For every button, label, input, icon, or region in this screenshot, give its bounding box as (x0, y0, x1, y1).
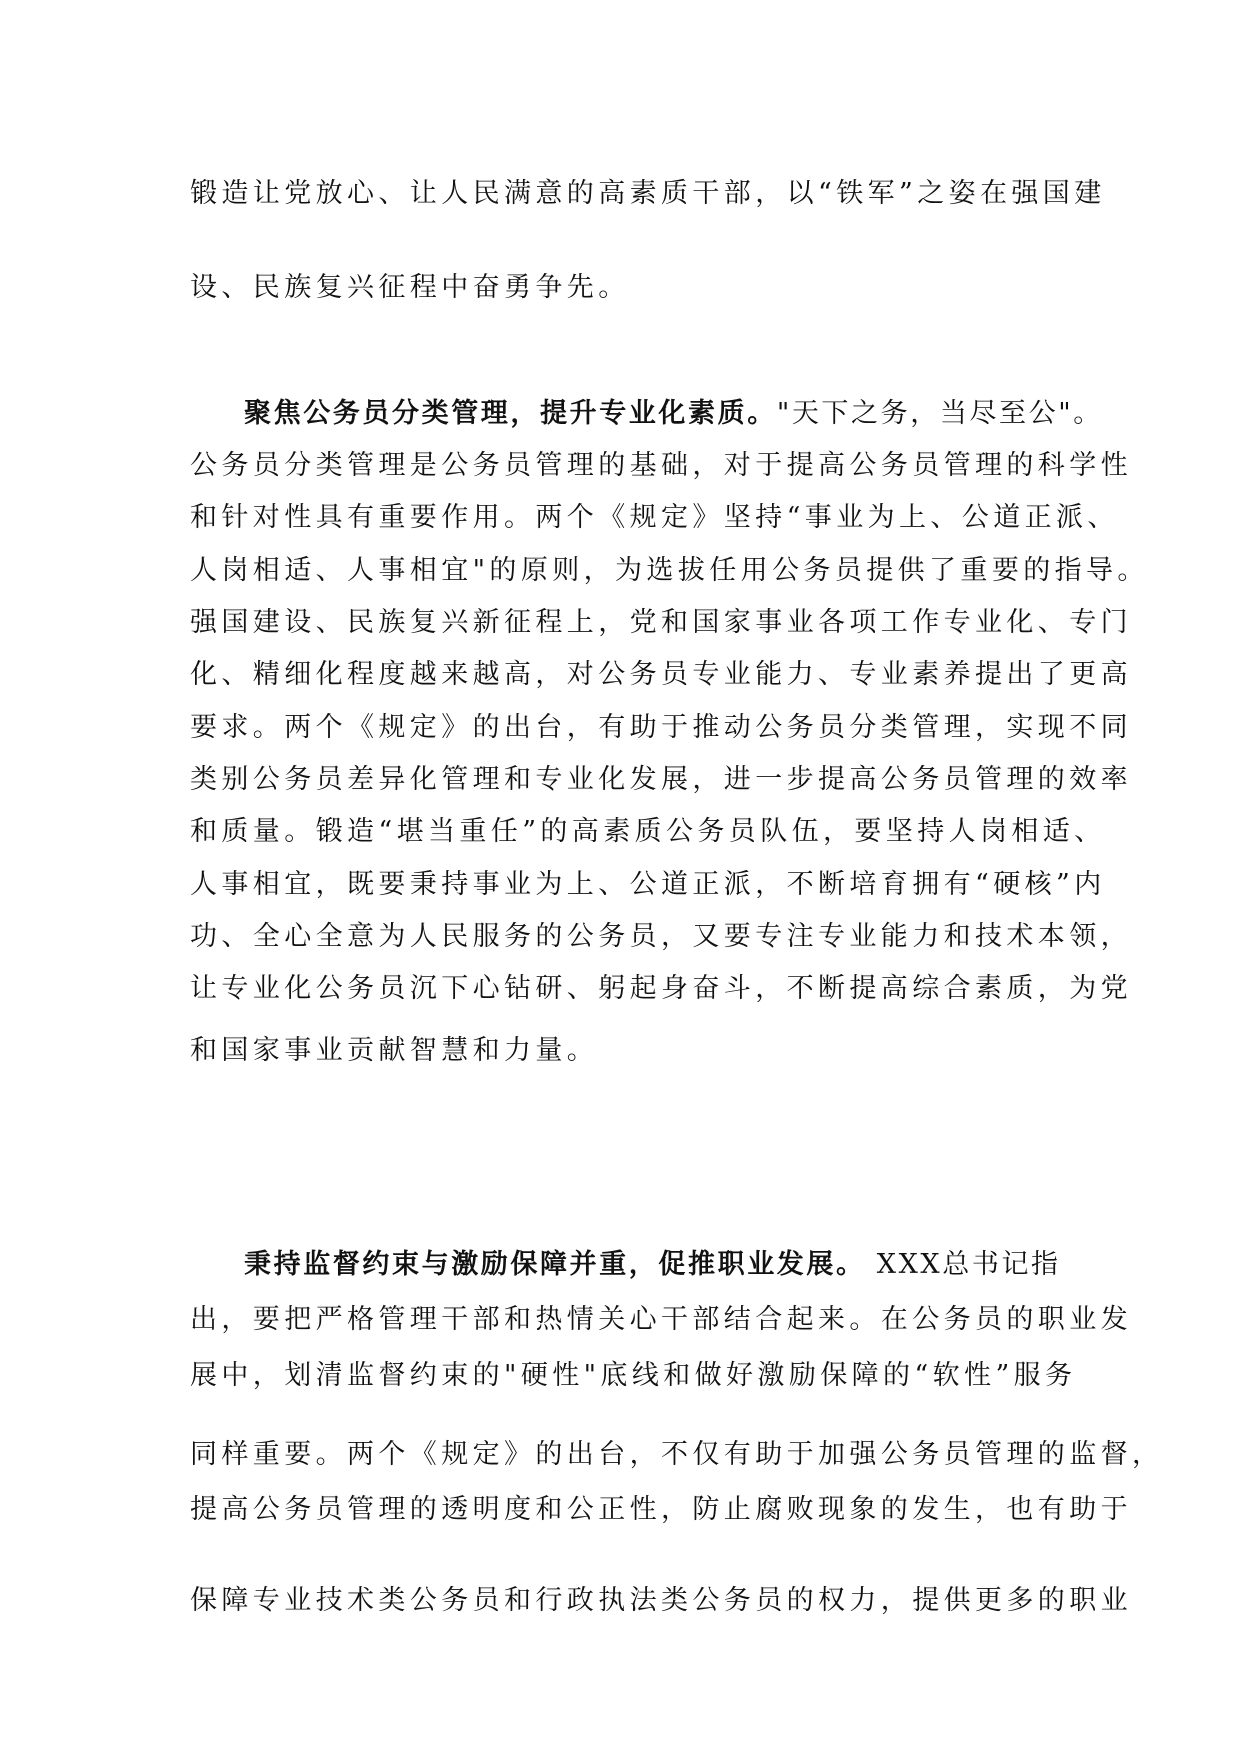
section1-line-12: 和国家事业贡献智慧和力量。 (190, 1035, 599, 1066)
section1-line-1: 公务员分类管理是公务员管理的基础，对于提高公务员管理的科学性 (190, 450, 1132, 481)
section1-line-8: 和质量。锻造“堪当重任”的高素质公务员队伍，要坚持人岗相适、 (190, 816, 1106, 847)
section1-line-2: 和针对性具有重要作用。两个《规定》坚持“事业为上、公道正派、 (190, 502, 1119, 533)
section1-heading: 聚焦公务员分类管理，提升专业化素质。 (244, 398, 777, 429)
section1-line-9: 人事相宜，既要秉持事业为上、公道正派，不断培育拥有“硬核”内 (190, 869, 1106, 900)
section2-line-2: 展中，划清监督约束的"硬性"底线和做好激励保障的“软性”服务 (190, 1360, 1077, 1391)
section1-line-3: 人岗相适、人事相宜"的原则，为选拔任用公务员提供了重要的指导。 (190, 555, 1149, 586)
section1-first-line-rest: "天下之务，当尽至公"。 (776, 398, 1103, 429)
intro-line-1: 锻造让党放心、让人民满意的高素质干部，以“铁军”之姿在强国建 (190, 178, 1106, 209)
section1-line-6: 要求。两个《规定》的出台，有助于推动公务员分类管理，实现不同 (190, 712, 1132, 743)
section2-first-line-rest: XXX总书记指 (865, 1249, 1061, 1280)
section1-line-7: 类别公务员差异化管理和专业化发展，进一步提高公务员管理的效率 (190, 764, 1132, 795)
intro-line-2: 设、民族复兴征程中奋勇争先。 (190, 272, 630, 303)
section1-line-11: 让专业化公务员沉下心钻研、躬起身奋斗，不断提高综合素质，为党 (190, 973, 1132, 1004)
section1-line-10: 功、全心全意为人民服务的公务员，又要专注专业能力和技术本领， (190, 921, 1132, 952)
section1-line-5: 化、精细化程度越来越高，对公务员专业能力、专业素养提出了更高 (190, 659, 1132, 690)
section2-line-3: 同样重要。两个《规定》的出台，不仅有助于加强公务员管理的监督， (190, 1439, 1164, 1470)
section2-heading: 秉持监督约束与激励保障并重，促推职业发展。 (244, 1249, 866, 1280)
section2-line-5: 保障专业技术类公务员和行政执法类公务员的权力，提供更多的职业 (190, 1585, 1132, 1616)
section2-first-line (244, 1247, 1061, 1283)
section2-line-4: 提高公务员管理的透明度和公正性，防止腐败现象的发生，也有助于 (190, 1494, 1132, 1525)
section1-first-line (244, 396, 1103, 432)
section1-line-4: 强国建设、民族复兴新征程上，党和国家事业各项工作专业化、专门 (190, 607, 1132, 638)
section2-line-1: 出，要把严格管理干部和热情关心干部结合起来。在公务员的职业发 (190, 1304, 1132, 1335)
